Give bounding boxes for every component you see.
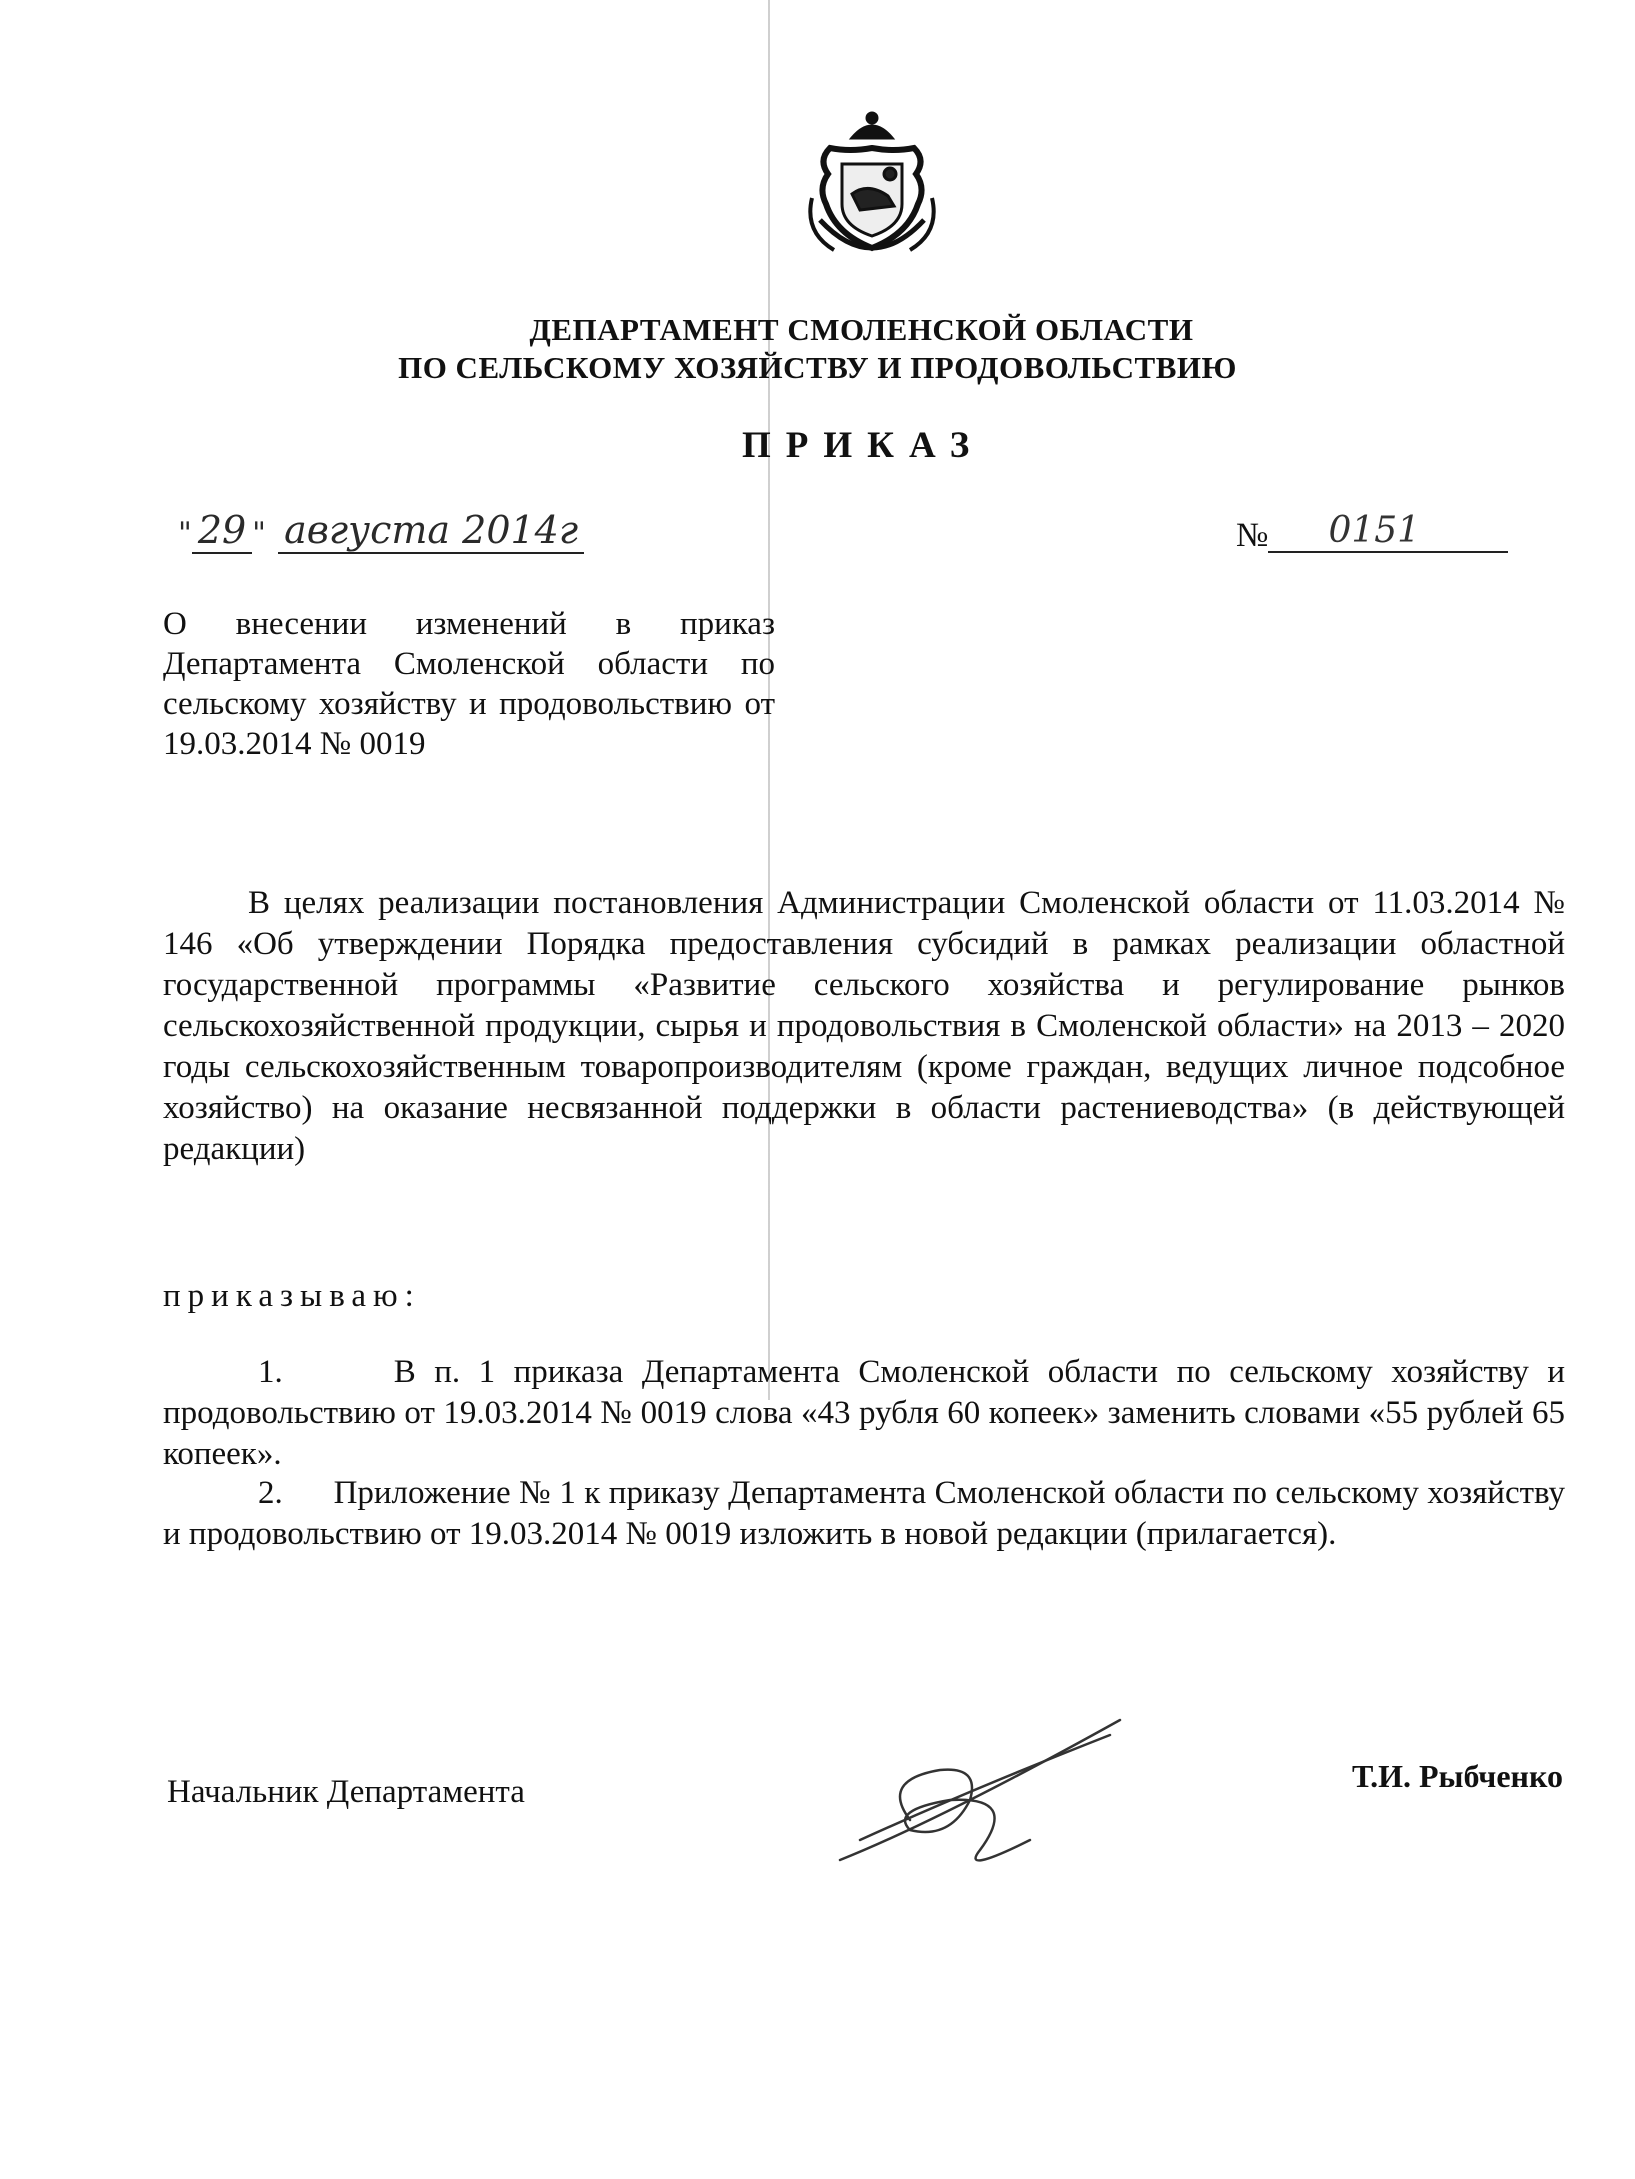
order-date: " 29 " августа 2014г: [178, 508, 584, 554]
date-day: 29: [192, 508, 252, 554]
signer-position: Начальник Департамента: [167, 1774, 525, 1810]
order-item-number: 2.: [258, 1475, 283, 1511]
document-type-title: ПРИКАЗ: [742, 425, 985, 466]
order-subject: О внесении изменений в приказ Департамента Смоленской области по сельскому хозяйству и продовольствию от 19.03.2014 № 0019: [163, 606, 775, 762]
department-name-line1: ДЕПАРТАМЕНТ СМОЛЕНСКОЙ ОБЛАСТИ: [529, 312, 1194, 347]
coat-of-arms-icon: [790, 108, 955, 273]
signer-name: Т.И. Рыбченко: [1351, 1758, 1563, 1794]
date-month-year: августа 2014г: [278, 508, 584, 554]
number-value: 0151: [1268, 510, 1508, 553]
order-number: [1236, 510, 1508, 553]
department-name-line2: ПО СЕЛЬСКОМУ ХОЗЯЙСТВУ И ПРОДОВОЛЬСТВИЮ: [398, 350, 1237, 385]
order-item-text: Приложение № 1 к приказу Департамента Смоленской области по сельскому хозяйству и продовольствию от 19.03.2014 № 0019 изложить в новой редакции (прилагается).: [163, 1475, 1565, 1552]
number-prefix: №: [1236, 517, 1269, 554]
order-item: [163, 1352, 1565, 1475]
order-word: приказываю:: [163, 1278, 421, 1314]
order-item: [163, 1473, 1565, 1555]
order-item-number: 1.: [258, 1354, 283, 1390]
preamble-paragraph: В целях реализации постановления Администрации Смоленской области от 11.03.2014 № 146 «Об утверждении Порядка предоставления субсидий в рамках реализации областной государственной программы «Развитие сельского хозяйства и регулирование рынков сельскохозяйственной продукции, сырья и продовольствия в Смоленской области» на 2013 – 2020 годы сельскохозяйственным товаропроизводителям (кроме граждан, ведущих личное подсобное хозяйство) на оказание несвязанной поддержки в области растениеводства» (в действующей редакции): [163, 885, 1565, 1167]
handwritten-signature: [820, 1700, 1140, 1890]
order-item-text: В п. 1 приказа Департамента Смоленской области по сельскому хозяйству и продовольствию от 19.03.2014 № 0019 слова «43 рубля 60 копеек» заменить словами «55 рублей 65 копеек».: [163, 1354, 1566, 1472]
